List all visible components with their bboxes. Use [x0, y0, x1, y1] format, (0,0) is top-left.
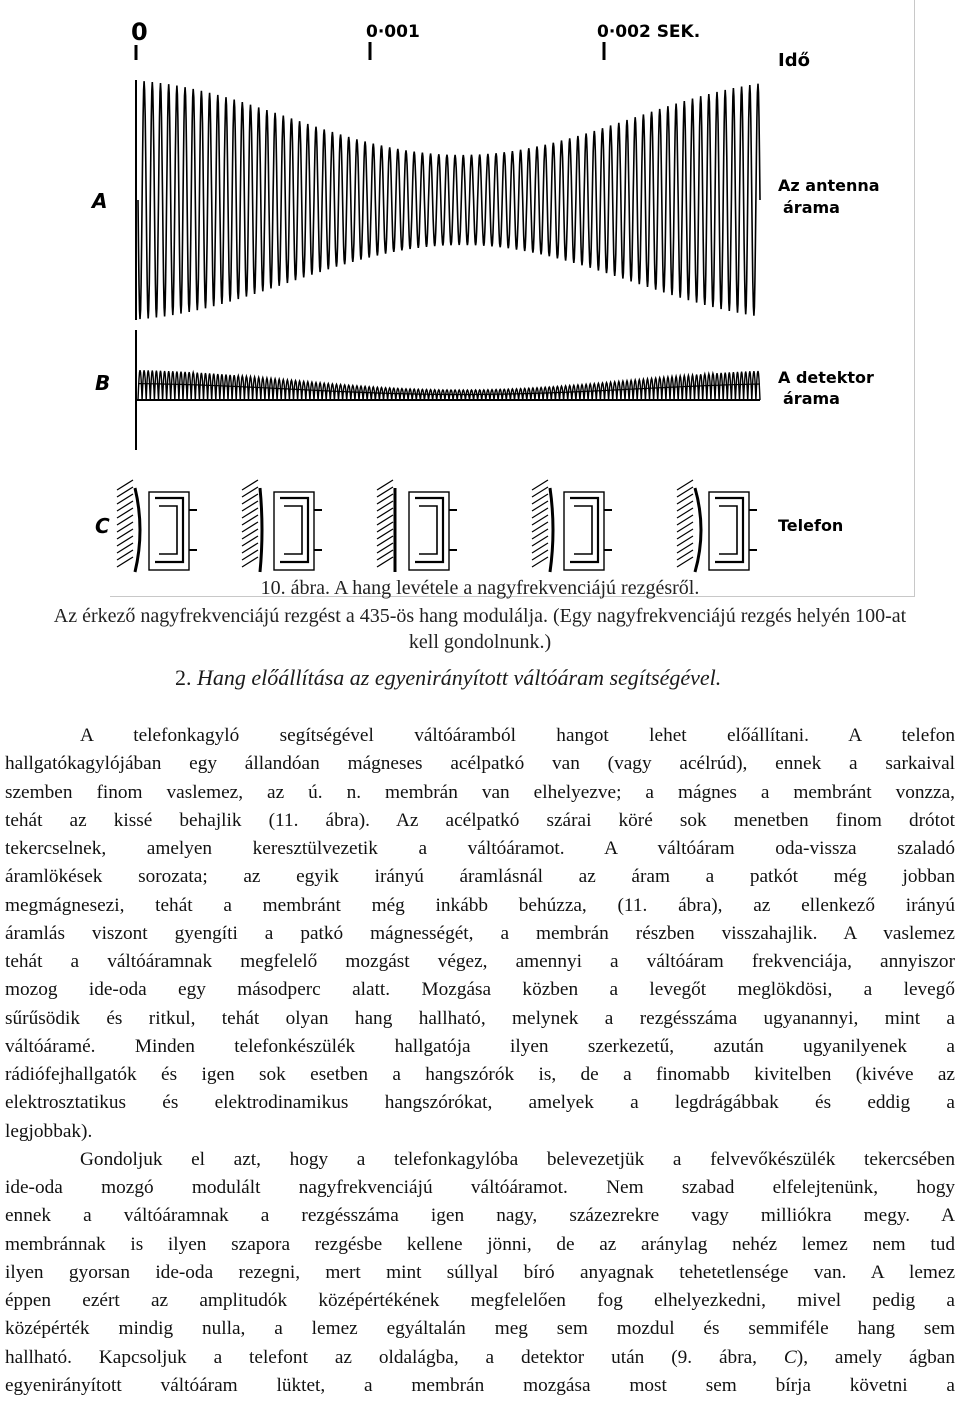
row-c-label: Telefon: [778, 516, 844, 535]
membrane: [135, 488, 140, 572]
paragraph1-line: áramlás viszont gyengíti a patkó mágnességét, a membrán részben visszahajlik. A vaslemez: [5, 922, 955, 944]
paragraph1-line: rádiófejhallgatók és igen sok esetben a hangszórók is, de a finomabb kivitelben (kivéve az: [5, 1064, 955, 1085]
section-heading: [175, 664, 721, 692]
paragraph1-line: mozog ide-oda egy másodperc alatt. Mozgása közben a levegőt meglökdösi, a levegő: [5, 979, 955, 1001]
antenna-wave-path: [138, 81, 760, 319]
figure-illustration: [0, 0, 960, 600]
paragraph1-line: tehát az kissé behajlik (11. ábra). Az acélpatkó szárai köré sok menetben finom drótot: [5, 809, 955, 831]
paragraph1-line: legjobbak).: [5, 1120, 93, 1142]
membrane: [550, 488, 553, 572]
magnet-inner: [159, 506, 177, 554]
receiver-drawing: [677, 480, 757, 572]
paragraph-1: [5, 722, 955, 1146]
paragraph1-line: tehát a váltóáramnak megfelelő mozgást végez, amennyi a váltóáram frekvenciája, annyiszor: [5, 951, 955, 972]
paragraph2-line: membránnak is ilyen szapora rezgésbe kellene jönni, de az aránylag nehéz lemez nem tud: [5, 1233, 955, 1255]
row-b-label-2: árama: [783, 389, 840, 408]
figure-ref-c: C: [783, 1346, 797, 1368]
row-letter-b: B: [95, 371, 111, 395]
time-label-0: 0: [131, 18, 148, 46]
magnet: [415, 498, 443, 562]
paragraph1-line: elektrosztatikus és elektrodinamikus hangszórókat, amelyek a legdrágábbak és eddig a: [5, 1092, 955, 1114]
paragraph1-line: szemben finom vaslemez, az ú. n. membrán van elhelyezve; a mágnes a membránt vonzza,: [5, 781, 955, 803]
paragraph2-line: egyenirányított váltóáram lüktet, a membrán mozgása most sem bírja követni a: [5, 1374, 955, 1396]
paragraph1-line: tekercselnek, amelyen keresztülvezetik a váltóáramot. A váltóáram oda-vissza szaladó: [5, 838, 955, 859]
paragraph2-line: középérték mindig nulla, a lemez egyáltalán meg sem mozdul és semmiféle hang sem: [5, 1318, 955, 1340]
figure-ref-tail: ), amely ágban: [796, 1346, 955, 1368]
receiver-drawing: [532, 480, 612, 572]
paragraph1-line: A telefonkagyló segítségével váltóáramból hangot lehet előállítani. A telefon: [80, 725, 955, 746]
paragraph2-line: éppen ezért az amplitudók középértékének megfelelően fog elhelyezkedni, mivel pedig a: [5, 1290, 955, 1311]
caption-line-1: 10. ábra. A hang levétele a nagyfrekvenciájú rezgésről.: [260, 577, 700, 599]
caption-line-3: kell gondolnunk.): [408, 631, 552, 653]
section-title: Hang előállítása az egyenirányított váltóáram segítségével.: [197, 665, 722, 690]
receiver-drawing: [242, 480, 322, 572]
paragraph2-line: hallható. Kapcsoljuk a telefont az oldalágba, a detektor után (9. ábra, C), amely ágban: [5, 1346, 955, 1368]
row-letter-a: A: [92, 189, 108, 213]
magnet-inner: [719, 506, 737, 554]
paragraph1-line: áramlökések sorozata; az egyik irányú áramlásnál az áram a patkót még jobban: [5, 866, 955, 888]
magnet: [715, 498, 743, 562]
detector-wave-path: [138, 370, 760, 400]
membrane: [260, 488, 262, 572]
figure-10: [0, 0, 960, 600]
section-number: 2.: [175, 665, 197, 690]
time-label-1: 0·001: [366, 22, 420, 42]
magnet-inner: [284, 506, 302, 554]
ido-label: Idő: [778, 50, 810, 71]
caption-line-2: Az érkező nagyfrekvenciájú rezgést a 435-ös hang modulálja. (Egy nagyfrekvenciájú rezgés helyén 100-at: [53, 605, 907, 627]
magnet-inner: [574, 506, 592, 554]
membrane: [695, 488, 701, 572]
detector-current-wave: [136, 330, 760, 450]
receiver-drawing: [377, 480, 457, 572]
paragraph1-line: váltóáramé. Minden telefonkészülék hallgatója ilyen szerkezetű, azután ugyanilyenek a: [5, 1035, 955, 1057]
paragraph1-line: megmágnesezi, tehát a membránt még inkább behúzza, (11. ábra), az ellenkező irányú: [5, 894, 955, 916]
receiver-drawing: [117, 480, 197, 572]
magnet: [570, 498, 598, 562]
row-a-label-1: Az antenna: [778, 176, 880, 195]
row-b-label-1: A detektor: [778, 368, 874, 387]
telephone-membrane-drawings: [117, 480, 757, 572]
magnet: [280, 498, 308, 562]
article-body: [5, 722, 955, 1400]
paragraph1-line: hallgatókagylójában egy állandóan mágneses acélpatkó van (vagy acélrúd), ennek a sarkaival: [5, 753, 955, 775]
paragraph1-line: sűrűsödik és ritkul, tehát olyan hang hallható, melynek a rezgésszáma ugyanannyi, mint a: [5, 1007, 955, 1029]
paragraph2-line: ennek a váltóáramnak a rezgésszáma igen nagy, százezrekre vagy milliókra megy. A: [5, 1205, 955, 1227]
paragraph2-line: ilyen gyorsan ide-oda rezegni, mert mint súllyal bíró anyagnak tehetetlensége van. A lemez: [5, 1261, 955, 1283]
paragraph2-line: Gondoljuk el azt, hogy a telefonkagylóba belevezetjük a felvevőkészülék tekercsében: [80, 1148, 955, 1170]
row-a-label-2: árama: [783, 198, 840, 217]
antenna-current-wave: [136, 80, 760, 320]
time-label-2: 0·002 SEK.: [597, 22, 701, 42]
paragraph-2: [5, 1146, 955, 1400]
magnet: [155, 498, 183, 562]
paragraph2-line: ide-oda mozgó modulált nagyfrekvenciájú váltóáramot. Nem szabad elfelejtenünk, hogy: [5, 1177, 955, 1198]
row-letter-c: C: [95, 514, 110, 538]
magnet-inner: [419, 506, 437, 554]
